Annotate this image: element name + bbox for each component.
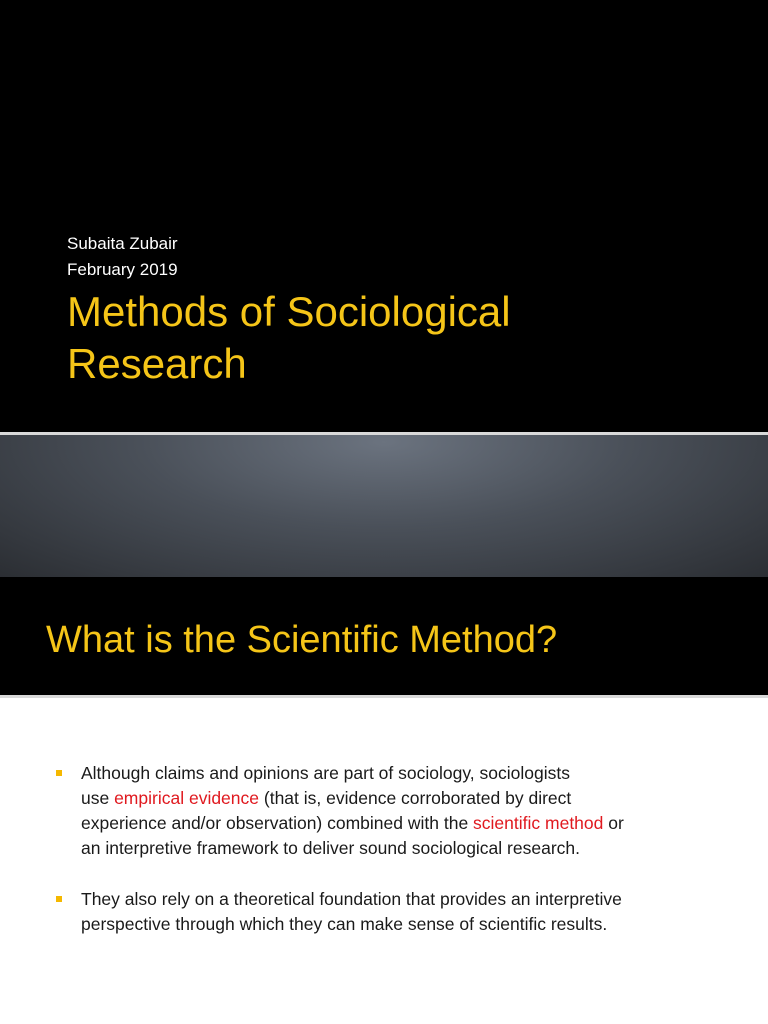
bullet-line: Although claims and opinions are part of sociology, sociologists bbox=[81, 763, 570, 783]
highlight-scientific-method: scientific method bbox=[473, 813, 604, 833]
author-block bbox=[67, 231, 178, 283]
bullet-marker-icon bbox=[56, 770, 62, 776]
bullet-line: They also rely on a theoretical foundation that provides an interpretive bbox=[81, 889, 622, 909]
presentation-title bbox=[67, 286, 747, 390]
presentation-date: February 2019 bbox=[67, 260, 178, 279]
title-slide bbox=[0, 0, 768, 432]
author-name: Subaita Zubair bbox=[67, 234, 178, 253]
bullet-text bbox=[81, 761, 731, 861]
slide-content bbox=[0, 699, 768, 1024]
slide-title: What is the Scientific Method? bbox=[46, 619, 558, 661]
text-run: (that is, evidence corroborated by direct bbox=[259, 788, 572, 808]
text-run: experience and/or observation) combined with the bbox=[81, 813, 474, 833]
title-line-2: Research bbox=[67, 340, 247, 387]
bullet-marker-icon bbox=[56, 896, 62, 902]
header-divider bbox=[0, 695, 768, 698]
bullet-line: an interpretive framework to deliver sound sociological research. bbox=[81, 838, 580, 858]
title-line-1: Methods of Sociological bbox=[67, 288, 511, 335]
text-run: or bbox=[603, 813, 624, 833]
bullet-line bbox=[81, 811, 731, 836]
bullet-line: perspective through which they can make sense of scientific results. bbox=[81, 914, 608, 934]
slide-header-gradient bbox=[0, 435, 768, 577]
highlight-empirical-evidence: empirical evidence bbox=[114, 788, 260, 808]
bullet-line bbox=[81, 786, 731, 811]
bullet-text bbox=[81, 887, 731, 937]
text-run: use bbox=[81, 788, 115, 808]
